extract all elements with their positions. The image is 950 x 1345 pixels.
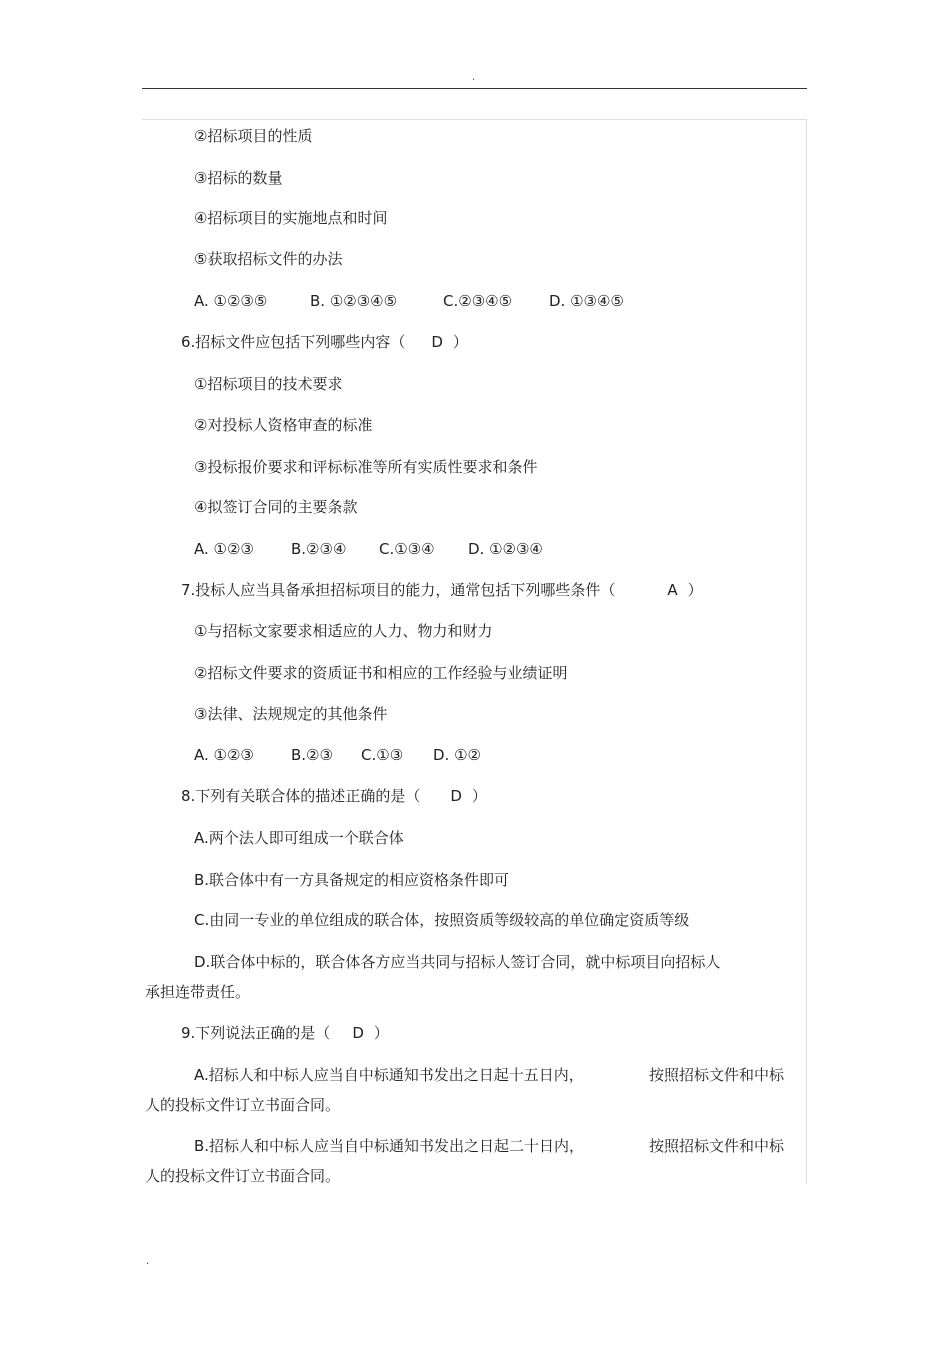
q6-choice-a: A. ①②③ — [194, 540, 254, 558]
q8-close: ） — [471, 787, 487, 805]
q9-option-a-line2: 人的投标文件订立书面合同。 — [145, 1096, 341, 1114]
q6-close: ） — [452, 333, 468, 351]
q9-option-b-line1b: 按照招标文件和中标 — [649, 1137, 785, 1155]
q8-option-b: B.联合体中有一方具备规定的相应资格条件即可 — [194, 871, 510, 889]
q9-stem-text: 9.下列说法正确的是（ — [181, 1024, 331, 1042]
q5-option-2: ②招标项目的性质 — [194, 127, 313, 145]
q8-option-d-line1: D.联合体中标的，联合体各方应当共同与招标人签订合同，就中标项目向招标人 — [194, 953, 721, 971]
q6-choice-d: D. ①②③④ — [468, 540, 543, 558]
q5-choices — [194, 290, 624, 312]
q7-option-2: ②招标文件要求的资质证书和相应的工作经验与业绩证明 — [194, 664, 568, 682]
q8-answer: D — [450, 787, 462, 805]
q6-option-3: ③投标报价要求和评标标准等所有实质性要求和条件 — [194, 458, 538, 476]
q9-option-a-line1a: A.招标人和中标人应当自中标通知书发出之日起十五日内， — [194, 1066, 584, 1084]
q5-option-3: ③招标的数量 — [194, 169, 283, 187]
q8-option-c: C.由同一专业的单位组成的联合体，按照资质等级较高的单位确定资质等级 — [194, 911, 690, 929]
header-rule — [142, 88, 807, 89]
q6-option-4: ④拟签订合同的主要条款 — [194, 498, 358, 516]
header-mark: . — [472, 72, 476, 83]
q6-option-1: ①招标项目的技术要求 — [194, 375, 343, 393]
footer-mark: . — [146, 1256, 150, 1267]
q9-option-a-line1b: 按照招标文件和中标 — [649, 1066, 785, 1084]
q6-choice-c: C.①③④ — [379, 540, 435, 558]
q9-option-b-line1a: B.招标人和中标人应当自中标通知书发出之日起二十日内， — [194, 1137, 585, 1155]
q6-option-2: ②对投标人资格审查的标准 — [194, 416, 373, 434]
q8-stem — [181, 785, 487, 807]
q6-answer: D — [431, 333, 443, 351]
q5-choice-a: A. ①②③⑤ — [194, 292, 268, 310]
q5-option-5: ⑤获取招标文件的办法 — [194, 250, 343, 268]
q7-stem — [181, 579, 703, 601]
q9-answer: D — [352, 1024, 364, 1042]
q9-stem — [181, 1022, 389, 1044]
q5-choice-d: D. ①③④⑤ — [549, 292, 624, 310]
q7-option-3: ③法律、法规规定的其他条件 — [194, 705, 388, 723]
q6-choice-b: B.②③④ — [291, 540, 347, 558]
q7-stem-text: 7.投标人应当具备承担招标项目的能力，通常包括下列哪些条件（ — [181, 581, 616, 599]
q8-option-d-line2: 承担连带责任。 — [145, 983, 251, 1001]
q7-choice-c: C.①③ — [361, 746, 404, 764]
q7-close: ） — [687, 581, 703, 599]
q6-stem-text: 6.招标文件应包括下列哪些内容（ — [181, 333, 406, 351]
q7-option-1: ①与招标文家要求相适应的人力、物力和财力 — [194, 622, 493, 640]
q7-choice-d: D. ①② — [433, 746, 481, 764]
q7-choice-b: B.②③ — [291, 746, 333, 764]
q7-choices — [194, 744, 481, 766]
q6-stem — [181, 331, 468, 353]
q5-choice-b: B. ①②③④⑤ — [310, 292, 398, 310]
q8-stem-text: 8.下列有关联合体的描述正确的是（ — [181, 787, 421, 805]
q6-choices — [194, 538, 543, 560]
q8-option-a: A.两个法人即可组成一个联合体 — [194, 829, 404, 847]
q7-choice-a: A. ①②③ — [194, 746, 254, 764]
q5-choice-c: C.②③④⑤ — [443, 292, 513, 310]
q9-option-b-line2: 人的投标文件订立书面合同。 — [145, 1167, 341, 1185]
q9-close: ） — [373, 1024, 389, 1042]
q5-option-4: ④招标项目的实施地点和时间 — [194, 209, 388, 227]
q7-answer: A — [667, 581, 678, 599]
